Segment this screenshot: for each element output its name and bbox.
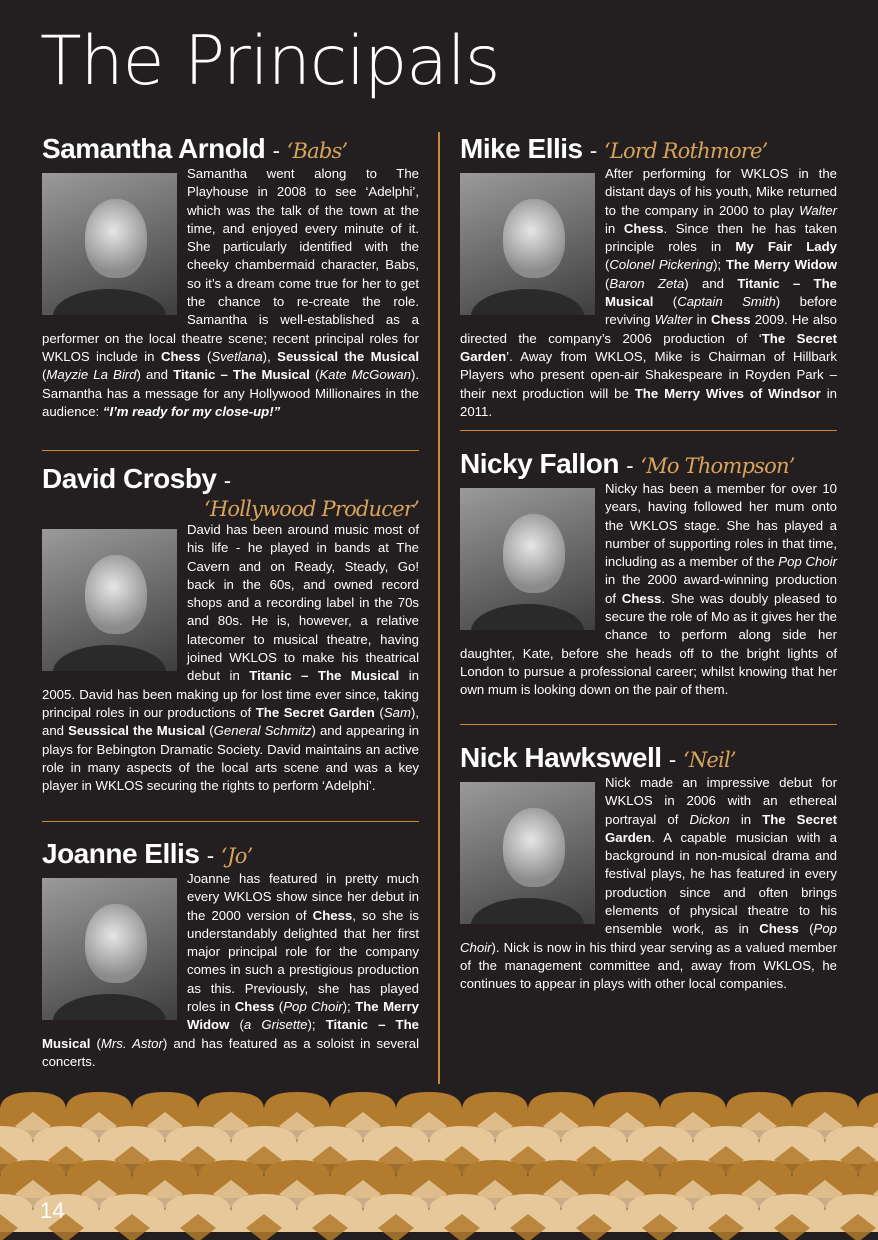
bio-character: a Grisette xyxy=(243,1017,308,1033)
bio-quote: “I’m ready for my close-up!” xyxy=(102,403,281,419)
bio-title: The Merry Widow xyxy=(187,999,419,1033)
name-dash: - xyxy=(223,468,231,493)
bio-character: Walter xyxy=(799,202,837,218)
section-rule xyxy=(460,430,837,431)
bio-title: The Merry Wives of Windsor xyxy=(634,385,821,401)
bio-title: Chess xyxy=(621,590,662,606)
profile-heading xyxy=(42,463,419,495)
bio-title: Chess xyxy=(710,312,751,328)
profile-name: Joanne Ellis xyxy=(42,838,200,869)
profile-bio: Samantha went along to The Playhouse in 2008 to see ‘Adelphi’, which was the talk of the town at the time, and enjoyed every minute of it. She particularly identified with the cheeky chambermaid character, Babs, so it’s a dream come true for her to get the chance to re-create the role. Samantha is well-established as a performer on the local theatre scene; recent principal roles for WKLOS include in Chess (Svetlana), Seussical the Musical (Mayzie La Bird) and Titanic – The Musical (Kate McGowan). Samantha has a message for any Hollywood Millionaires in the audience: “I’m ready for my close-up!” xyxy=(42,166,419,419)
name-dash: - xyxy=(668,747,676,772)
bio-character: General Schmitz xyxy=(213,723,312,739)
profile-role: ‘Neil’ xyxy=(682,748,736,772)
bio-character: Pop Choir xyxy=(778,554,837,570)
bio-character: Dickon xyxy=(689,811,730,827)
decorative-footer-pattern xyxy=(0,1092,878,1240)
name-dash: - xyxy=(206,843,214,868)
profile-heading xyxy=(42,838,419,870)
page-number: 14 xyxy=(40,1198,65,1223)
profile-heading xyxy=(42,133,419,165)
bio-title: Chess xyxy=(759,921,799,937)
profile-bio: David has been around music most of his life - he played in bands at The Cavern and on Ready, Steady, Go! back in the 60s, and owned record shops and a recording label in the 70s and 80s. He is, however, a relative latecomer to musical theatre, having joined WKLOS to make his theatrical debut in Titanic – The Musical in 2005. David has been making up for lost time ever since, taking principal roles in our productions of The Secret Garden (Sam), and Seussical the Musical (General Schmitz) and appearing in plays for Bebington Dramatic Society. David maintains an active role in many aspects of the local arts scene and was a key player in WKLOS securing the rights to perform ‘Adelphi’. xyxy=(42,522,419,794)
name-dash: - xyxy=(589,138,597,163)
bio-character: Pop Choir xyxy=(283,999,343,1015)
bio-title: Seussical the Musical xyxy=(68,723,206,739)
bio-title: Titanic – The Musical xyxy=(605,275,837,310)
profile-name: David Crosby xyxy=(42,463,217,494)
profile-heading xyxy=(460,742,837,774)
column-divider xyxy=(438,132,440,1084)
bio-character: Colonel Pickering xyxy=(609,257,714,273)
profile-name: Nicky Fallon xyxy=(460,448,619,479)
bio-title: Titanic – The Musical xyxy=(42,1017,419,1051)
bio-title: The Merry Widow xyxy=(725,257,837,273)
bio-character: Mrs. Astor xyxy=(100,1035,163,1051)
profile-bio: Joanne has featured in pretty much every WKLOS show since her debut in the 2000 version of Chess, so she is understandably delighted that her first major principal role for the company comes in such a prestigious production as this. Previously, she has played roles in Chess (Pop Choir); The Merry Widow (a Grisette); Titanic – The Musical (Mrs. Astor) and has featured as a soloist in several concerts. xyxy=(42,871,420,1069)
bio-character: Svetlana xyxy=(211,348,263,364)
profile-photo xyxy=(460,488,595,630)
profile-photo xyxy=(42,878,177,1020)
profile-name: Mike Ellis xyxy=(460,133,583,164)
bio-character: Mayzie La Bird xyxy=(46,367,137,383)
bio-character: Captain Smith xyxy=(677,294,776,310)
profile-role: ‘Lord Rothmore’ xyxy=(604,139,768,163)
profile-role-line xyxy=(42,497,419,521)
bio-title: Chess xyxy=(623,220,664,236)
profile-photo xyxy=(460,782,595,924)
bio-title: Chess xyxy=(160,348,201,364)
bio-title: Seussical the Musical xyxy=(277,348,419,364)
profile-joanne-ellis xyxy=(42,838,419,1071)
profile-name: Samantha Arnold xyxy=(42,133,266,164)
section-rule xyxy=(42,821,419,822)
profile-photo xyxy=(42,529,177,671)
profile-role: ‘Hollywood Producer’ xyxy=(204,497,419,521)
bio-title: The Secret Garden xyxy=(255,704,375,720)
profile-bio: Nick made an impressive debut for WKLOS in 2006 with an ethereal portrayal of Dickon in The Secret Garden. A capable musician with a background in non-musical drama and festival plays, he has featured in every production since and often brings elements of physical theatre to his ensemble work, as in Chess (Pop Choir). Nick is now in his third year serving as a valued member of the management committee and, away from WKLOS, he continues to appear in plays with other local companies. xyxy=(460,775,838,992)
profile-role: ‘Mo Thompson’ xyxy=(640,454,795,478)
profile-nick-hawkswell xyxy=(460,742,837,994)
bio-title: My Fair Lady xyxy=(735,239,837,255)
profile-bio: Nicky has been a member for over 10 years, having followed her mum onto the WKLOS stage. She has played a number of supporting roles in that time, including as a member of the Pop Choir in the 2000 award-winning production of Chess. She was doubly pleased to secure the role of Mo as it gives her the chance to perform along side her daughter, Kate, before she heads off to the bright lights of London to pursue a professional career; whilst knowing that her own mum is looking down on the pair of them. xyxy=(460,481,837,698)
bio-title: Titanic – The Musical xyxy=(173,367,310,383)
bio-character: Baron Zeta xyxy=(609,275,685,291)
profile-photo xyxy=(42,173,177,315)
bio-character: Sam xyxy=(383,704,411,720)
bio-title: The Secret Garden xyxy=(460,330,837,364)
profile-mike-ellis xyxy=(460,133,837,421)
name-dash: - xyxy=(626,453,634,478)
bio-character: Kate McGowan xyxy=(319,367,411,383)
bio-title: Chess xyxy=(234,999,275,1015)
section-rule xyxy=(42,450,419,451)
bio-title: Chess xyxy=(312,907,353,923)
profile-role: ‘Babs’ xyxy=(286,139,348,163)
profile-bio: After performing for WKLOS in the distant days of his youth, Mike returned to the company in 2000 to play Walter in Chess. Since then he has taken principle roles in My Fair Lady (Colonel Pickering); The Merry Widow (Baron Zeta) and Titanic – The Musical (Captain Smith) before reviving Walter in Chess 2009. He also directed the company’s 2006 production of ‘The Secret Garden’. Away from WKLOS, Mike is Chairman of Hillbark Players who present open-air Shakespeare in Royden Park – their next production will be The Merry Wives of Windsor in 2011. xyxy=(460,166,838,419)
page-title: The Principals xyxy=(40,22,500,101)
profile-david-crosby xyxy=(42,463,419,795)
profile-photo xyxy=(460,173,595,315)
profile-name: Nick Hawkswell xyxy=(460,742,662,773)
profile-samantha-arnold xyxy=(42,133,419,421)
profile-nicky-fallon xyxy=(460,448,837,700)
name-dash: - xyxy=(272,138,280,163)
bio-character: Pop Choir xyxy=(460,921,837,955)
bio-title: Titanic – The Musical xyxy=(249,668,400,684)
section-rule xyxy=(460,724,837,725)
bio-character: Walter xyxy=(654,312,693,328)
profile-heading xyxy=(460,133,837,165)
bio-title: The Secret Garden xyxy=(605,811,838,845)
profile-heading xyxy=(460,448,837,480)
profile-role: ‘Jo’ xyxy=(220,844,253,868)
